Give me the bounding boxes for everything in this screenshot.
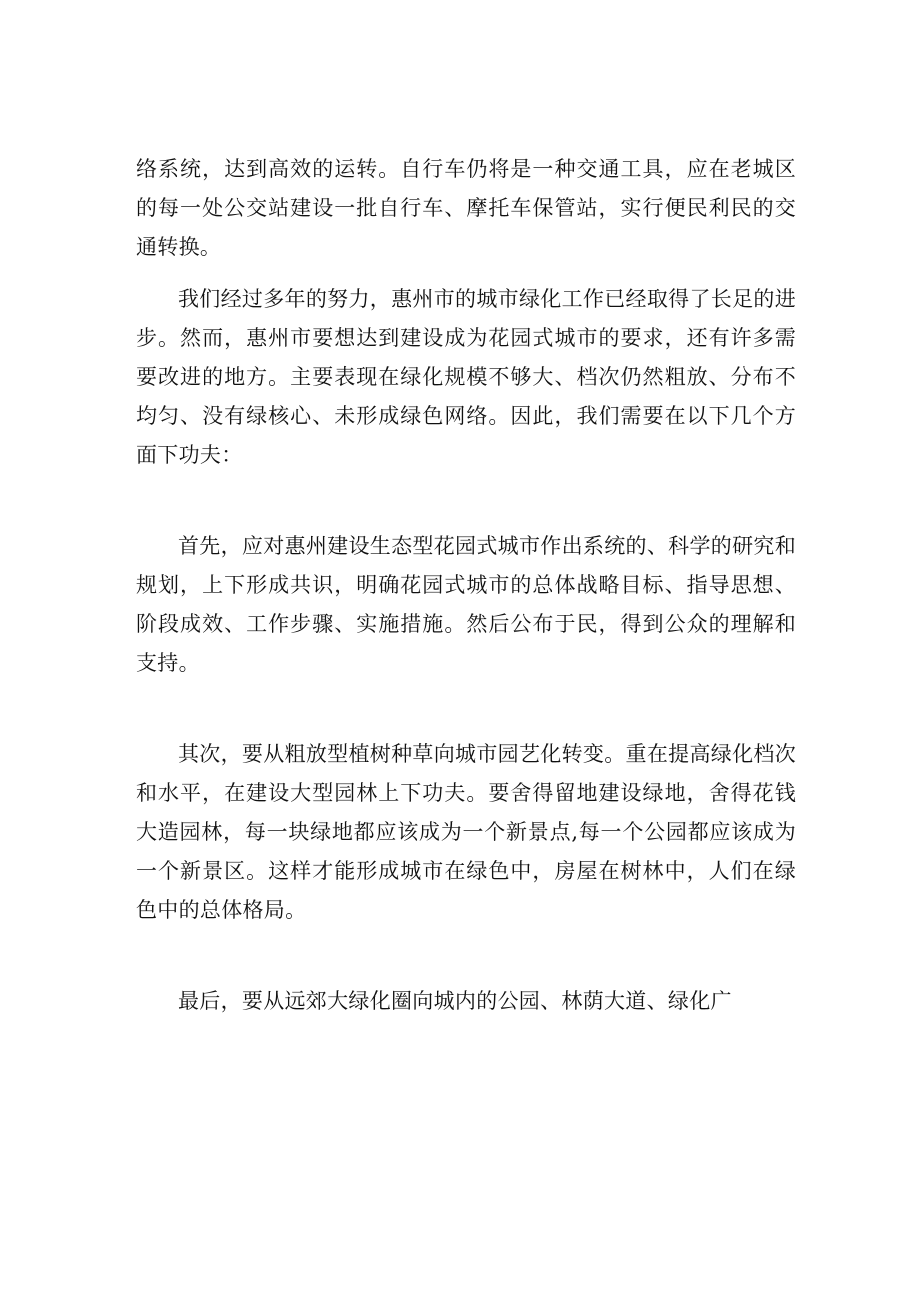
paragraph-last-urban-greening: 最后，要从远郊大绿化圈向城内的公园、林荫大道、绿化广: [178, 989, 732, 1013]
document-body: [136, 150, 796, 1021]
paragraph-second-landscaping: 其次，要从粗放型植树种草向城市园艺化转变。重在提高绿化档次和水平，在建设大型园林上下功夫。要舍得留地建设绿地，舍得花钱大造园林，每一块绿地都应该成为一个新景点,每一个公园都应该成为一个新景区。这样才能形成城市在绿色中，房屋在树林中，人们在绿色中的总体格局。: [136, 742, 796, 922]
paragraph-greening-progress: 我们经过多年的努力，惠州市的城市绿化工作已经取得了长足的进步。然而，惠州市要想达到建设成为花园式城市的要求，还有许多需要改进的地方。主要表现在绿化规模不够大、档次仍然粗放、分布不均匀、没有绿核心、未形成绿色网络。因此，我们需要在以下几个方面下功夫：: [136, 287, 796, 467]
paragraph-transport-continuation: 络系统，达到高效的运转。自行车仍将是一种交通工具，应在老城区的每一处公交站建设一批自行车、摩托车保管站，实行便民利民的交通转换。: [136, 157, 796, 259]
paragraph-first-planning: 首先，应对惠州建设生态型花园式城市作出系统的、科学的研究和规划，上下形成共识，明确花园式城市的总体战略目标、指导思想、阶段成效、工作步骤、实施措施。然后公布于民，得到公众的理解和支持。: [136, 534, 796, 675]
